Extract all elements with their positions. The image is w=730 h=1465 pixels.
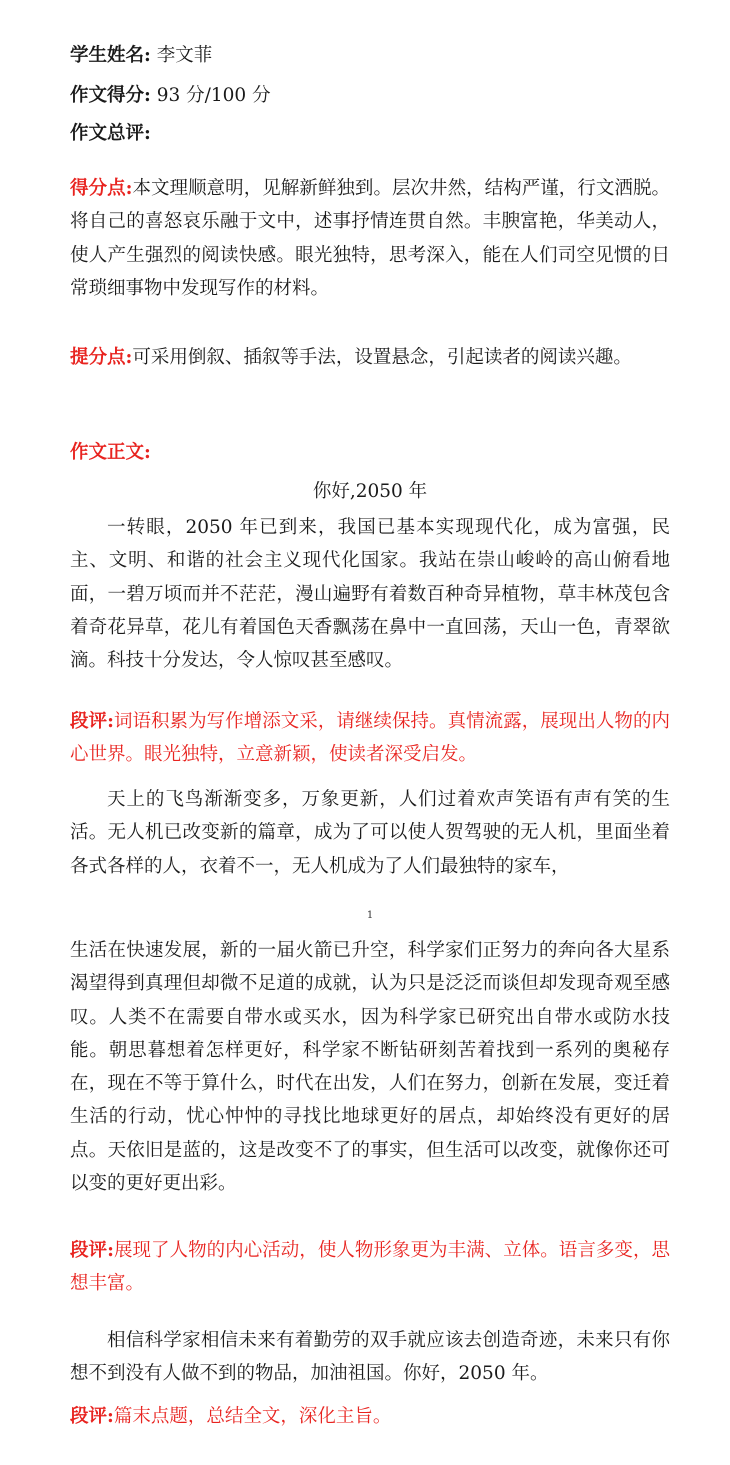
comment-label: 段评: xyxy=(70,1240,114,1261)
improvement-block xyxy=(70,341,670,374)
comment-text: 词语积累为写作增添文采，请继续保持。真情流露，展现出人物的内心世界。眼光独特，立意新颖，使读者深受启发。 xyxy=(70,711,670,766)
essay-paragraph: 相信科学家相信未来有着勤劳的双手就应该去创造奇迹，未来只有你想不到没有人做不到的物品，加油祖国。你好，2050 年。 xyxy=(70,1330,670,1385)
summary-label: 作文总评: xyxy=(70,123,151,144)
improvement-text: 可采用倒叙、插叙等手法，设置悬念，引起读者的阅读兴趣。 xyxy=(132,347,632,368)
student-name-label: 学生姓名: xyxy=(70,45,151,66)
essay-title: 你好,2050 年 xyxy=(312,481,428,502)
student-name-value: 李文菲 xyxy=(156,45,213,66)
comment-label: 段评: xyxy=(70,711,114,732)
improvement-label: 提分点: xyxy=(70,347,133,368)
strengths-label: 得分点: xyxy=(70,178,133,199)
score-label: 作文得分: xyxy=(70,85,151,106)
strengths-block xyxy=(70,172,670,305)
summary-row xyxy=(70,121,151,147)
strengths-text: 本文理顺意明，见解新鲜独到。层次井然，结构严谨，行文洒脱。将自己的喜怒哀乐融于文中，述事抒情连贯自然。丰腴富艳，华美动人，使人产生强烈的阅读快感。眼光独特，思考深入，能在人们司空见惯的日常琐细事物中发现写作的材料。 xyxy=(70,178,670,299)
score-value: 93 分/100 分 xyxy=(156,85,271,106)
paragraph-comment xyxy=(70,705,670,772)
paragraph-comment xyxy=(70,1400,670,1433)
essay-section-label: 作文正文: xyxy=(70,442,151,463)
essay-paragraph: 生活在快速发展，新的一届火箭已升空，科学家们正努力的奔向各大星系渴望得到真理但却微不足道的成就，认为只是泛泛而谈但却发现奇观至感叹。人类不在需要自带水或买水，因为科学家已研究出自带水或防水技能。朝思暮想着怎样更好，科学家不断钻研刻苦着找到一系列的奥秘存在，现在不等于算什么，时代在出发，人们在努力，创新在发展，变迁着生活的行动，忧心忡忡的寻找比地球更好的居点，却始终没有更好的居点。天依旧是蓝的，这是改变不了的事实，但生活可以改变，就像你还可以变的更好更出彩。 xyxy=(70,940,670,1195)
comment-text: 篇末点题，总结全文，深化主旨。 xyxy=(113,1406,392,1427)
paragraph-comment xyxy=(70,1234,670,1301)
essay-paragraph: 天上的飞鸟渐渐变多，万象更新，人们过着欢声笑语有声有笑的生活。无人机已改变新的篇章，成为了可以使人贺驾驶的无人机，里面坐着各式各样的人，衣着不一，无人机成为了人们最独特的家车， xyxy=(70,789,670,877)
score-row xyxy=(70,83,271,109)
comment-label: 段评: xyxy=(70,1406,114,1427)
comment-text: 展现了人物的内心活动，使人物形象更为丰满、立体。语言多变，思想丰富。 xyxy=(70,1240,670,1295)
student-name-row xyxy=(70,43,212,69)
essay-paragraph: 一转眼，2050 年已到来，我国已基本实现现代化，成为富强，民主、文明、和谐的社会主义现代化国家。我站在崇山峻岭的高山俯看地面，一碧万顷而并不茫茫，漫山遍野有着数百种奇异植物，草丰林茂包含着奇花异草，花儿有着国色天香飘荡在鼻中一直回荡，天山一色，青翠欲滴。科技十分发达，令人惊叹甚至感叹。 xyxy=(70,517,670,672)
page-number: 1 xyxy=(366,910,374,921)
